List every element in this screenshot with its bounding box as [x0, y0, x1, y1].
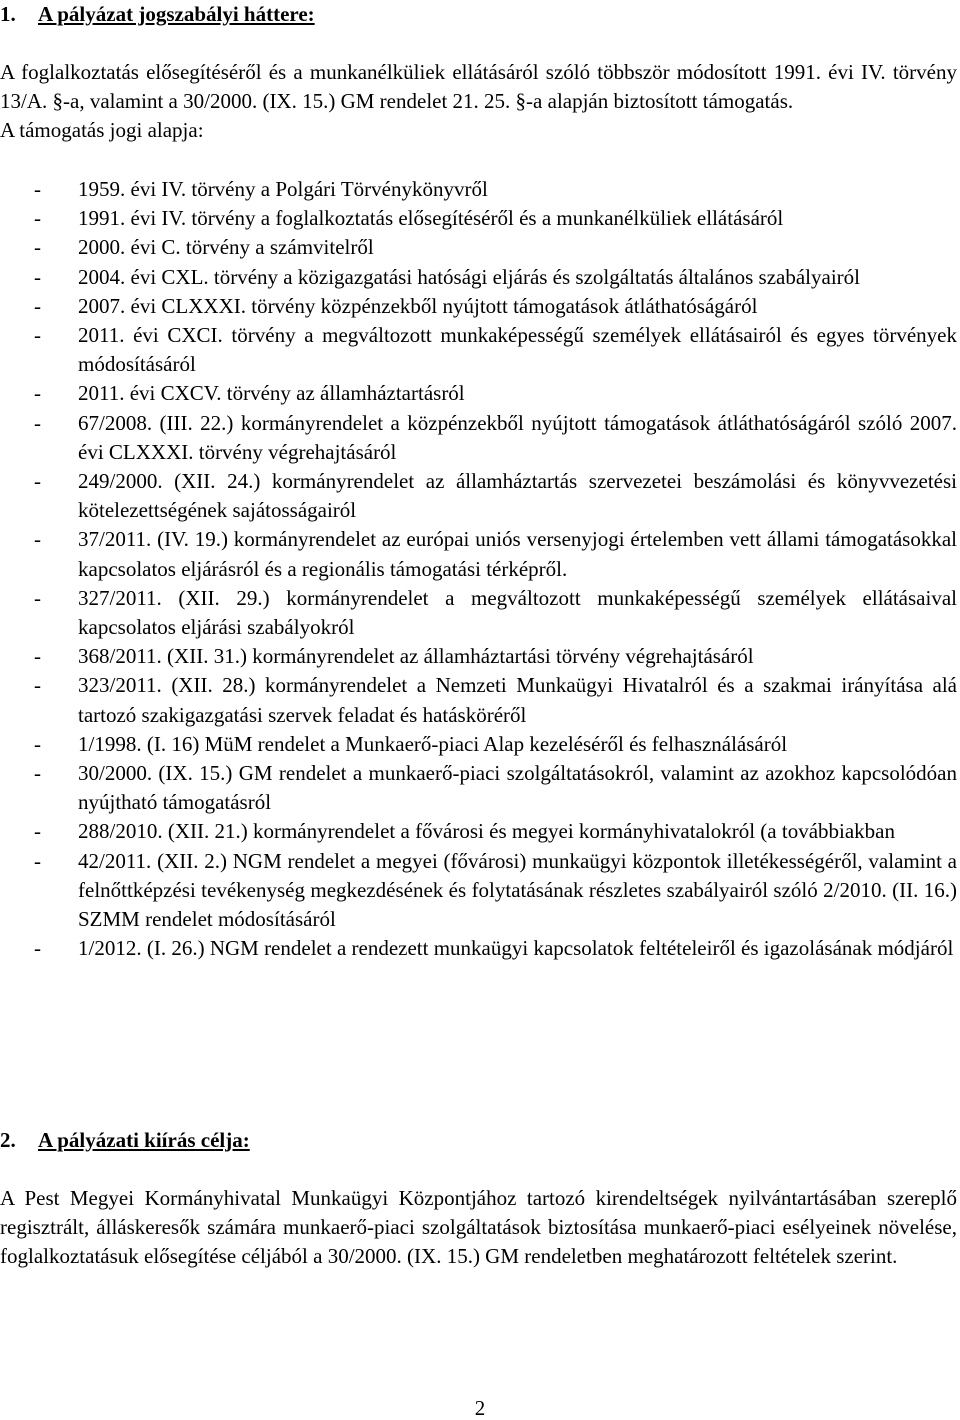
list-dash: -: [34, 235, 41, 260]
list-dash: -: [34, 644, 41, 669]
list-dash: -: [34, 673, 41, 698]
legal-basis-item: [0, 934, 957, 963]
legal-basis-item-text: 67/2008. (III. 22.) kormányrendelet a közpénzekből nyújtott támogatások átláthatóságáról szóló 2007. évi CLXXXI. törvény végrehajtásáról: [78, 410, 957, 464]
legal-basis-item: [0, 379, 957, 408]
legal-basis-item-text: 323/2011. (XII. 28.) kormányrendelet a Nemzeti Munkaügyi Hivatalról és a szakmai irányítása alá tartozó szakigazgatási szervek feladat és hatásköréről: [78, 673, 957, 727]
legal-basis-item: [0, 847, 957, 935]
legal-basis-item-text: 249/2000. (XII. 24.) kormányrendelet az államháztartás szervezetei beszámolási és könyvvezetési kötelezettségének sajátosságairól: [78, 469, 957, 523]
section-1-heading: [0, 0, 315, 29]
legal-basis-item: [0, 204, 957, 233]
legal-basis-item: [0, 730, 957, 759]
page-number: 2: [474, 1396, 486, 1420]
section-2-heading: [0, 1126, 250, 1155]
legal-basis-item-text: 327/2011. (XII. 29.) kormányrendelet a megváltozott munkaképességű személyek ellátásaival kapcsolatos eljárási szabályokról: [78, 585, 957, 640]
legal-basis-item: [0, 409, 957, 467]
list-dash: -: [34, 819, 41, 844]
legal-basis-item: [0, 817, 957, 846]
legal-basis-item: [0, 292, 957, 321]
legal-basis-item-text: 1959. évi IV. törvény a Polgári Törvénykönyvről: [78, 177, 488, 201]
legal-basis-item-text: 42/2011. (XII. 2.) NGM rendelet a megyei (fővárosi) munkaügyi központok illetékességéről, valamint a felnőttképzési tevékenység megkezdésének és folytatásának részletes szabályairól szóló 2/2010. (II. 16.) SZMM rendelet módosításáról: [78, 848, 957, 932]
list-dash: -: [34, 527, 41, 552]
legal-basis-item-text: 1/2012. (I. 26.) NGM rendelet a rendezett munkaügyi kapcsolatok feltételeiről és igazolásának módjáról: [78, 936, 954, 961]
list-dash: -: [34, 177, 41, 201]
legal-basis-item: [0, 525, 957, 583]
section-2-paragraph: A Pest Megyei Kormányhivatal Munkaügyi Központjához tartozó kirendeltségek nyilvántartásában szereplő regisztrált, álláskeresők számára munkaerő-piaci szolgáltatások biztosítása munkaerő-piaci esélyeinek növelése, foglalkoztatásuk elősegítése céljából a 30/2000. (IX. 15.) GM rendeletben meghatározott feltételek szerint.: [0, 1186, 957, 1269]
legal-basis-item: [0, 233, 957, 262]
list-dash: -: [34, 206, 41, 231]
legal-basis-item-text: 37/2011. (IV. 19.) kormányrendelet az európai uniós versenyjogi értelemben vett állami támogatásokkal kapcsolatos eljárásról és a regionális támogatási térképről.: [78, 527, 957, 581]
legal-basis-item-text: 2000. évi C. törvény a számvitelről: [78, 235, 374, 260]
legal-basis-item: [0, 759, 957, 817]
legal-basis-item: [0, 175, 957, 204]
legal-basis-item-text: 2011. évi CXCI. törvény a megváltozott munkaképességű személyek ellátásairól és egyes törvények módosításáról: [78, 323, 957, 377]
list-dash: -: [34, 761, 41, 786]
list-dash: -: [34, 410, 41, 435]
list-dash: -: [34, 731, 41, 756]
legal-basis-item-text: 1991. évi IV. törvény a foglalkoztatás elősegítéséről és a munkanélküliek ellátásáról: [78, 206, 784, 231]
section-1-title: A pályázat jogszabályi háttere:: [38, 2, 315, 26]
list-dash: -: [34, 293, 41, 318]
intro-paragraph: A foglalkoztatás elősegítéséről és a munkanélküliek ellátásáról szóló többször módosított 1991. évi IV. törvény 13/A. §-a, valamint a 30/2000. (IX. 15.) GM rendelet 21. 25. §-a alapján biztosított támogatás.: [0, 60, 957, 114]
legal-basis-item-text: 2004. évi CXL. törvény a közigazgatási hatósági eljárás és szolgáltatás általános szabályairól: [78, 264, 860, 289]
legal-basis-item: [0, 584, 957, 642]
list-dash: -: [34, 585, 41, 610]
list-dash: -: [34, 381, 41, 406]
list-dash: -: [34, 848, 41, 873]
legal-basis-item: [0, 321, 957, 379]
section-2-number: 2.: [0, 1128, 16, 1152]
legal-basis-item-text: 30/2000. (IX. 15.) GM rendelet a munkaerő-piaci szolgáltatásokról, valamint az azokhoz kapcsolódóan nyújtható támogatásról: [78, 761, 957, 815]
list-dash: -: [34, 936, 41, 961]
list-dash: -: [34, 264, 41, 289]
legal-basis-list: [0, 175, 957, 963]
list-dash: -: [34, 469, 41, 494]
legal-basis-item-text: 1/1998. (I. 16) MüM rendelet a Munkaerő-piaci Alap kezeléséről és felhasználásáról: [78, 731, 788, 756]
legal-basis-item-text: 288/2010. (XII. 21.) kormányrendelet a fővárosi és megyei kormányhivatalokról (a továbbiakban: [78, 819, 896, 844]
legal-basis-item: [0, 642, 957, 671]
section-1-intro: [0, 58, 957, 146]
legal-basis-item-text: 2011. évi CXCV. törvény az államháztartásról: [78, 381, 465, 406]
legal-basis-item-text: 368/2011. (XII. 31.) kormányrendelet az államháztartási törvény végrehajtásáról: [78, 644, 754, 669]
legal-basis-label: A támogatás jogi alapja:: [0, 118, 204, 143]
legal-basis-item: [0, 467, 957, 525]
section-2-title: A pályázati kiírás célja:: [38, 1128, 250, 1152]
list-dash: -: [34, 323, 41, 348]
legal-basis-item: [0, 671, 957, 729]
legal-basis-item-text: 2007. évi CLXXXI. törvény közpénzekből nyújtott támogatások átláthatóságáról: [78, 293, 758, 318]
legal-basis-item: [0, 263, 957, 292]
section-1-number: 1.: [0, 2, 16, 26]
